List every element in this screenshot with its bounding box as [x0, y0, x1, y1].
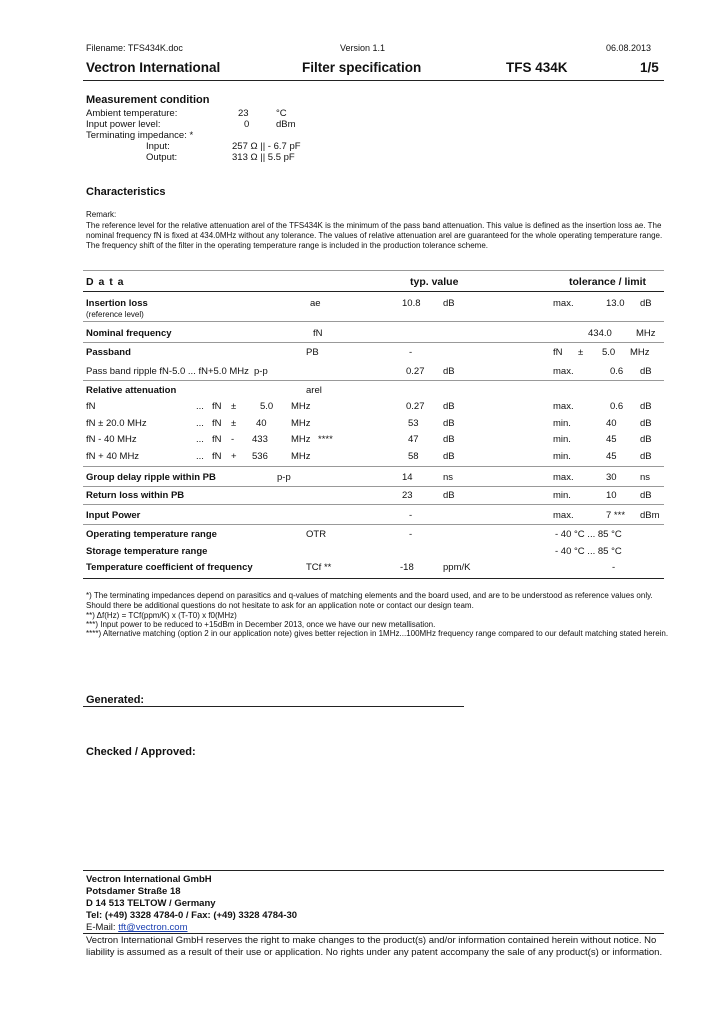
power-value: 0 [244, 119, 250, 130]
group-delay-label: Group delay ripple within PB [86, 472, 216, 483]
col-data: D a t a [86, 276, 125, 288]
relatt-tol-unit: dB [640, 451, 652, 462]
relatt-unit: MHz [291, 451, 311, 462]
row-rule [83, 466, 664, 467]
row-rule [83, 524, 664, 525]
storage-tol: - 40 °C ... 85 °C [555, 546, 622, 557]
return-loss-tol-unit: dB [640, 490, 652, 501]
relatt-op: ... [196, 451, 204, 462]
relatt-unit: MHz [291, 418, 311, 429]
table-header-rule [83, 291, 664, 292]
note-tc: **) Δf(Hz) = TCf(ppm/K) x (T-T0) x f0(MHz) [86, 611, 237, 620]
relatt-label: Relative attenuation [86, 385, 177, 396]
row-rule [83, 380, 664, 381]
passband-sym: PB [306, 347, 319, 358]
passband-tol: 5.0 [602, 347, 616, 358]
row-rule [83, 504, 664, 505]
insertion-sub: (reference level) [86, 310, 144, 319]
row-rule [83, 321, 664, 322]
power-unit: dBm [276, 119, 296, 130]
input-power-typ: - [409, 510, 413, 521]
footer-city: D 14 513 TELTOW / Germany [86, 898, 216, 909]
relatt-typ: 58 [408, 451, 419, 462]
return-loss-label: Return loss within PB [86, 490, 185, 501]
group-delay-typ: 14 [402, 472, 413, 483]
relatt-typ: 0.27 [406, 401, 425, 412]
relatt-typ-unit: dB [443, 451, 455, 462]
relatt-freq: 433 [252, 434, 268, 445]
insertion-sym: ae [310, 298, 321, 309]
row-rule [83, 486, 664, 487]
relatt-tol-unit: dB [640, 418, 652, 429]
relatt-freq: 536 [252, 451, 268, 462]
relatt-lim: min. [553, 418, 571, 429]
input-power-tol: 7 *** [606, 510, 626, 521]
footer-phone: Tel: (+49) 3328 4784-0 / Fax: (+49) 3328 4784-30 [86, 910, 298, 921]
measurement-title: Measurement condition [86, 94, 210, 106]
company-name: Vectron International [86, 60, 221, 75]
relatt-unit: MHz [291, 434, 311, 445]
otr-typ: - [409, 529, 413, 540]
footer-disclaimer: Vectron International GmbH reserves the right to make changes to the product(s) and/or information contained herein without notice. No liability is assumed as a result of their use or application. No rights under any patent accompany the sale of any product(s) or information. [86, 935, 663, 958]
nominal-tol: 434.0 [588, 328, 612, 339]
relatt-from: fN [86, 401, 96, 412]
storage-label: Storage temperature range [86, 546, 208, 557]
insertion-lim: max. [553, 298, 574, 309]
group-delay-tol: 30 [606, 472, 617, 483]
output-label: Output: [146, 152, 178, 163]
group-delay-typ-unit: ns [443, 472, 454, 483]
otr-label: Operating temperature range [86, 529, 217, 540]
relatt-typ-unit: dB [443, 418, 455, 429]
relatt-tol: 0.6 [610, 401, 624, 412]
ripple-tol-unit: dB [640, 366, 652, 377]
remark-label: Remark: [86, 210, 117, 219]
relatt-from: fN + 40 MHz [86, 451, 140, 462]
relatt-lim: min. [553, 451, 571, 462]
ambient-unit: °C [276, 108, 287, 119]
table-top-rule [83, 270, 664, 271]
insertion-typ-unit: dB [443, 298, 455, 309]
passband-tol-unit: MHz [630, 347, 650, 358]
footer-email-link[interactable]: tft@vectron.com [118, 922, 188, 933]
relatt-from: fN - 40 MHz [86, 434, 137, 445]
relatt-to: fN [212, 401, 222, 412]
ambient-label: Ambient temperature: [86, 108, 178, 119]
relatt-freq: 40 [256, 418, 267, 429]
insertion-label: Insertion loss [86, 298, 148, 309]
version: Version 1.1 [340, 43, 386, 53]
group-delay-tol-unit: ns [640, 472, 651, 483]
ripple-label: Pass band ripple fN-5.0 ... fN+5.0 MHz [86, 366, 249, 377]
ripple-sym: p-p [254, 366, 268, 377]
row-rule [83, 342, 664, 343]
note-power: ***) Input power to be reduced to +15dBm in December 2013, once we have our new metallisation. [86, 620, 436, 629]
insertion-tol-unit: dB [640, 298, 652, 309]
return-loss-tol: 10 [606, 490, 617, 501]
tc-typ-unit: ppm/K [443, 562, 471, 573]
relatt-sym: arel [306, 385, 322, 396]
nominal-sym: fN [313, 328, 323, 339]
relatt-tol: 40 [606, 418, 617, 429]
ripple-tol: 0.6 [610, 366, 624, 377]
otr-sym: OTR [306, 529, 327, 540]
relatt-tol: 45 [606, 451, 617, 462]
generated-label: Generated: [86, 694, 145, 706]
relatt-eq: + [231, 451, 237, 462]
relatt-stars: **** [318, 434, 333, 445]
relatt-to: fN [212, 418, 222, 429]
footer-email-row [86, 922, 188, 933]
col-typ: typ. value [410, 276, 459, 288]
relatt-op: ... [196, 434, 204, 445]
relatt-eq: - [231, 434, 235, 445]
relatt-eq: ± [231, 401, 237, 412]
footer-rule [83, 870, 664, 871]
relatt-from: fN ± 20.0 MHz [86, 418, 147, 429]
doc-date: 06.08.2013 [606, 43, 652, 53]
footer-company: Vectron International GmbH [86, 874, 212, 885]
footer-street: Potsdamer Straße 18 [86, 886, 181, 897]
relatt-typ-unit: dB [443, 401, 455, 412]
relatt-lim: min. [553, 434, 571, 445]
input-power-lim: max. [553, 510, 574, 521]
relatt-eq: ± [231, 418, 237, 429]
generated-line [83, 706, 464, 707]
relatt-typ-unit: dB [443, 434, 455, 445]
relatt-op: ... [196, 401, 204, 412]
header-rule [83, 80, 664, 81]
relatt-lim: max. [553, 401, 574, 412]
relatt-to: fN [212, 434, 222, 445]
footer-email-label: E-Mail: [86, 922, 116, 933]
nominal-tol-unit: MHz [636, 328, 656, 339]
tc-label: Temperature coefficient of frequency [86, 562, 253, 573]
tc-sym: TCf ** [306, 562, 332, 573]
relatt-tol-unit: dB [640, 434, 652, 445]
relatt-tol: 45 [606, 434, 617, 445]
relatt-typ: 47 [408, 434, 419, 445]
output-impedance: 313 Ω || 5.5 pF [232, 152, 295, 163]
insertion-tol: 13.0 [606, 298, 625, 309]
ripple-typ: 0.27 [406, 366, 425, 377]
input-label: Input: [146, 141, 170, 152]
input-power-label: Input Power [86, 510, 141, 521]
ripple-lim: max. [553, 366, 574, 377]
footer-rule-2 [83, 933, 664, 934]
col-tol: tolerance / limit [569, 276, 647, 288]
passband-lim: fN [553, 347, 563, 358]
relatt-tol-unit: dB [640, 401, 652, 412]
otr-tol: - 40 °C ... 85 °C [555, 529, 622, 540]
passband-lim-op: ± [578, 347, 584, 358]
group-delay-lim: max. [553, 472, 574, 483]
relatt-unit: MHz [291, 401, 311, 412]
insertion-typ: 10.8 [402, 298, 421, 309]
input-power-tol-unit: dBm [640, 510, 660, 521]
checked-label: Checked / Approved: [86, 746, 196, 758]
relatt-to: fN [212, 451, 222, 462]
return-loss-lim: min. [553, 490, 571, 501]
doc-title: Filter specification [302, 60, 422, 75]
relatt-freq: 5.0 [260, 401, 274, 412]
note-impedance: *) The terminating impedances depend on parasitics and q-values of matching elements and the board used, and are to be understood as reference values only. Should there be additional questions do not hesitate to ask for an application note or contact our design team. [86, 591, 653, 610]
note-matching: ****) Alternative matching (option 2 in our application note) gives better rejection in 1MHz...100MHz frequency range compared to our default matching stated herein. [86, 629, 669, 638]
return-loss-typ: 23 [402, 490, 413, 501]
group-delay-sym: p-p [277, 472, 291, 483]
input-impedance: 257 Ω || - 6.7 pF [232, 141, 301, 152]
power-label: Input power level: [86, 119, 161, 130]
part-number: TFS 434K [506, 60, 568, 75]
nominal-label: Nominal frequency [86, 328, 172, 339]
return-loss-typ-unit: dB [443, 490, 455, 501]
ambient-value: 23 [238, 108, 249, 119]
tc-tol: - [612, 562, 616, 573]
passband-label: Passband [86, 347, 131, 358]
terminating-label: Terminating impedance: * [86, 130, 194, 141]
filename: Filename: TFS434K.doc [86, 43, 183, 53]
remark-text: The reference level for the relative attenuation arel of the TFS434K is the minimum of the pass band attenuation. This value is defined as the insertion loss ae. The nominal frequency fN is fixed at 434.0MHz without any tolerance. The values of relative attenuation arel are guaranteed for the whole operating temperature range. The frequency shift of the filter in the operating temperature range is included in the production tolerance scheme. [86, 221, 663, 250]
passband-typ: - [409, 347, 413, 358]
relatt-typ: 53 [408, 418, 419, 429]
table-bottom-rule [83, 578, 664, 579]
relatt-op: ... [196, 418, 204, 429]
page-number: 1/5 [640, 60, 659, 75]
ripple-typ-unit: dB [443, 366, 455, 377]
tc-typ: -18 [400, 562, 414, 573]
characteristics-title: Characteristics [86, 186, 166, 198]
